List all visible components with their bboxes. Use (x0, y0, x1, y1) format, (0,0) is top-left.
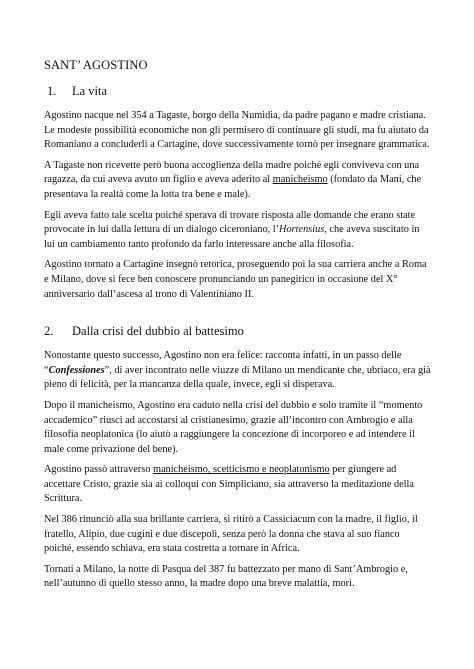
paragraph (44, 513, 432, 557)
emphasized-text: manicheismo (272, 174, 328, 186)
text-run: , che aveva suscitato in lui un cambiamento tanto profondo da farlo interessare anche alla filosofia. (44, 224, 420, 250)
text-run: Agostino tornato a Cartagine insegnò retorica, proseguendo poi la sua carriera anche a Roma e Milano, dove si fece ben conoscere pronunciando un panegirico in occasione del X° anniversario dall’ascesa al trono di Valentiniano II. (44, 259, 427, 300)
text-run: (fondato da Mani, che presentava la realtà come la lotta tra bene e male). (44, 174, 422, 200)
text-run: A Tagaste non ricevette però buona accoglienza della madre poiché egli conviveva con una ragazza, da cui aveva avuto un figlio e aveva aderito al (44, 159, 420, 186)
text-run: Agostino passò attraverso (44, 464, 153, 476)
text-run: Nel 386 rinunciò alla sua brillante carriera, si ritirò a Cassiciacum con la madre, il figlio, il fratello, Alipio, due cugini e due discepoli, senza però la donna che stava al suo fianco poiché, essendo schiava, era stata costretta a tornare in Africa. (44, 514, 418, 555)
section-spacer (44, 308, 432, 324)
document-body (44, 84, 432, 592)
text-run: Dopo il manicheismo, Agostino era caduto nella crisi del dubbio e solo tramite il “momento accademico” riuscì ad accostarsi al cristianesimo, grazie all’incontro con Ambrogio e alla filosofia neoplatonica (lo aiutò a raggiungere la concezione di incorporeo e ad intendere il male come privazione del bene). (44, 399, 423, 455)
paragraph (44, 463, 432, 507)
paragraph (44, 159, 432, 203)
section-heading (44, 324, 432, 339)
emphasized-text: Hortensius (279, 224, 325, 236)
text-run: per giungere ad accettare Cristo, grazie sia ai colloqui con Simpliciano, sia attraverso la meditazione della Scrittura. (44, 464, 414, 505)
paragraph (44, 349, 432, 393)
paragraph (44, 258, 432, 302)
text-run: Agostino nacque nel 354 a Tagaste, borgo della Numidia, da padre pagano e madre cristiana. Le modeste possibilità economiche non gli permisero di continuare gli studi, ma fu aiutato da Romaniano a concluderli a Cartagine, dove successivamente tornò per insegnare grammatica. (44, 110, 430, 151)
text-run: Tornati a Milano, la notte di Pasqua del 387 fu battezzato per mano di Sant’Ambrogio e, nell’autunno di quello stesso anno, la madre dopo una breve malattia, morì. (44, 563, 408, 590)
text-run: ”, di aver incontrato nelle viuzze di Milano un mendicante che, ubriaco, era già pieno di felicità, per la mancanza della quale, invece, egli si disperava. (44, 364, 431, 391)
emphasized-text: manicheismo, scetticismo e neoplatonismo (152, 464, 330, 476)
emphasized-text: Confessiones (48, 364, 105, 376)
paragraph (44, 209, 432, 253)
section-number: 2. (44, 324, 54, 339)
section-title: Dalla crisi del dubbio al battesimo (72, 324, 244, 339)
paragraph (44, 563, 432, 592)
document-title: SANT’ AGOSTINO (44, 58, 148, 72)
text-run: Egli aveva fatto tale scelta poiché sperava di trovare risposta alle domande che erano state provocate in lui dalla lettura di un dialogo ciceroniano, l’ (44, 209, 416, 236)
paragraph (44, 399, 432, 457)
section-number: 1. (47, 84, 57, 98)
section-title: La vita (72, 84, 108, 98)
section-heading (44, 84, 432, 99)
paragraph (44, 109, 432, 153)
text-run: Nonostante questo successo, Agostino non era felice: racconta infatti, in un passo delle “ (44, 350, 402, 376)
